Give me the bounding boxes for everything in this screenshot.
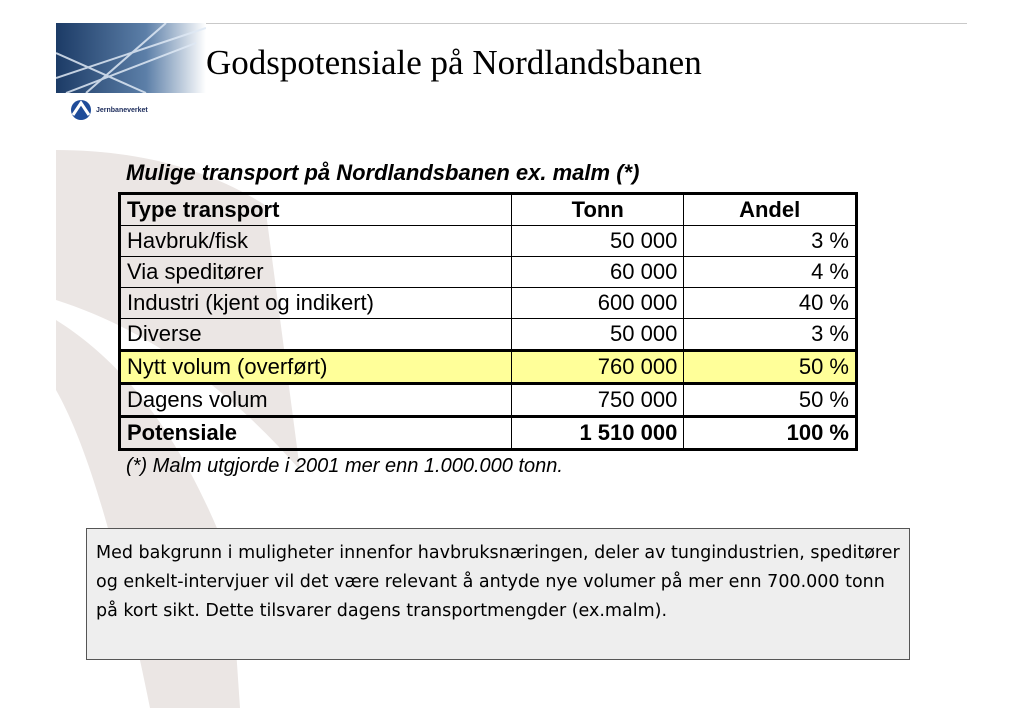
- cell-andel: 50 %: [684, 384, 857, 417]
- cell-andel: 4 %: [684, 257, 857, 288]
- transport-table: [118, 192, 858, 451]
- cell-tonn: 600 000: [512, 288, 684, 319]
- table-row: [120, 288, 857, 319]
- header-type: Type transport: [120, 194, 512, 226]
- header-tonn: Tonn: [512, 194, 684, 226]
- cell-andel: 100 %: [684, 417, 857, 450]
- table-row-total: [120, 417, 857, 450]
- cell-tonn: 60 000: [512, 257, 684, 288]
- cell-type: Dagens volum: [120, 384, 512, 417]
- header-banner-image: [56, 23, 206, 93]
- cell-type: Diverse: [120, 319, 512, 351]
- cell-andel: 3 %: [684, 226, 857, 257]
- cell-tonn: 1 510 000: [512, 417, 684, 450]
- table-header-row: [120, 194, 857, 226]
- cell-type: Industri (kjent og indikert): [120, 288, 512, 319]
- table-row: [120, 319, 857, 351]
- logo-text: Jernbaneverket: [96, 106, 148, 114]
- table-row: [120, 226, 857, 257]
- table-caption: Mulige transport på Nordlandsbanen ex. malm (*): [126, 160, 640, 185]
- cell-type: Havbruk/fisk: [120, 226, 512, 257]
- logo: [70, 99, 148, 121]
- table-footnote: (*) Malm utgjorde i 2001 mer enn 1.000.000 tonn.: [126, 455, 563, 477]
- note-box: [86, 528, 910, 660]
- page-title: Godspotensiale på Nordlandsbanen: [206, 43, 702, 82]
- cell-type: Via speditører: [120, 257, 512, 288]
- cell-tonn: 750 000: [512, 384, 684, 417]
- cell-tonn: 50 000: [512, 226, 684, 257]
- cell-type: Potensiale: [120, 417, 512, 450]
- table-row: [120, 257, 857, 288]
- header-andel: Andel: [684, 194, 857, 226]
- note-text: Med bakgrunn i muligheter innenfor havbruksnæringen, deler av tungindustrien, speditører og enkelt-intervjuer vil det være relevant å antyde nye volumer på mer enn 700.000 tonn på kort sikt. Dette tilsvarer dagens transportmengder (ex.malm).: [96, 543, 900, 621]
- table-row-highlighted: [120, 351, 857, 384]
- cell-andel: 40 %: [684, 288, 857, 319]
- cell-andel: 50 %: [684, 351, 857, 384]
- cell-tonn: 50 000: [512, 319, 684, 351]
- cell-type: Nytt volum (overført): [120, 351, 512, 384]
- jernbaneverket-logo-icon: [70, 99, 92, 121]
- cell-andel: 3 %: [684, 319, 857, 351]
- cell-tonn: 760 000: [512, 351, 684, 384]
- table-row: [120, 384, 857, 417]
